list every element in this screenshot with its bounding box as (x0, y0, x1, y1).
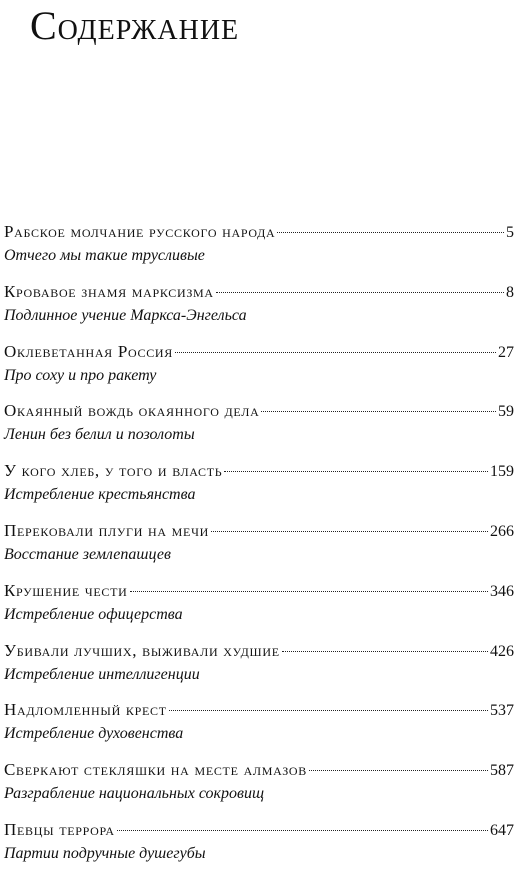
chapter-title: Рабское молчание русского народа (4, 222, 276, 241)
dot-leader (224, 471, 488, 472)
dot-leader (216, 292, 504, 293)
dot-leader (130, 591, 489, 592)
toc-entry (4, 581, 514, 641)
chapter-subtitle: Истребление офицерства (4, 605, 183, 623)
chapter-title: Кровавое знамя марксизма (4, 281, 214, 301)
toc-entry (4, 401, 514, 461)
page-number: 27 (498, 343, 514, 361)
chapter-subtitle: Истребление крестьянства (4, 486, 196, 504)
page-number: 266 (490, 522, 514, 540)
page-number: 8 (506, 283, 514, 301)
chapter-title: Крушение чести (4, 580, 128, 600)
toc-entry (4, 760, 514, 820)
chapter-subtitle: Про соху и про ракету (4, 366, 157, 384)
page-title: Содержание (30, 3, 240, 48)
page-number: 159 (490, 463, 514, 481)
page-number: 587 (490, 762, 514, 780)
chapter-title: Оклеветанная Россия (4, 341, 173, 361)
dot-leader (282, 651, 488, 652)
chapter-subtitle: Подлинное учение Маркса-Энгельса (4, 306, 247, 324)
toc-entry (4, 820, 514, 880)
chapter-title: Певцы террора (4, 819, 115, 839)
chapter-title: У кого хлеб, у того и власть (4, 461, 223, 481)
chapter-subtitle: Разграбление национальных сокровищ (4, 785, 265, 803)
dot-leader (211, 531, 488, 532)
page-number: 59 (498, 403, 514, 421)
page-number: 5 (506, 224, 514, 241)
page-number: 537 (490, 702, 514, 720)
chapter-subtitle: Отчего мы такие трусливые (4, 247, 205, 264)
dot-leader (175, 352, 496, 353)
toc-entry (4, 641, 514, 701)
chapter-title: Надломленный крест (4, 700, 167, 720)
chapter-subtitle: Восстание землепашцев (4, 545, 171, 563)
chapter-title: Убивали лучших, выживали худшие (4, 640, 280, 660)
page-number: 346 (490, 582, 514, 600)
chapter-title: Окаянный вождь окаянного дела (4, 401, 260, 421)
chapter-title: Перековали плуги на мечи (4, 520, 209, 540)
page-number: 426 (490, 642, 514, 660)
toc-entry (4, 282, 514, 342)
toc-entry (4, 521, 514, 581)
chapter-subtitle: Истребление духовенства (4, 725, 184, 743)
chapter-title: Сверкают стекляшки на месте алмазов (4, 760, 307, 780)
dot-leader (261, 411, 496, 412)
dot-leader (309, 770, 488, 771)
dot-leader (117, 830, 488, 831)
toc-entry (4, 700, 514, 760)
chapter-subtitle: Истребление интеллигенции (4, 665, 200, 683)
chapter-subtitle: Ленин без белил и позолоты (4, 426, 195, 444)
table-of-contents (4, 222, 514, 880)
page-number: 647 (490, 821, 514, 839)
chapter-subtitle: Партии подручные душегубы (4, 844, 206, 862)
dot-leader (277, 232, 504, 233)
toc-entry (4, 342, 514, 402)
toc-entry (4, 222, 514, 282)
toc-entry (4, 461, 514, 521)
dot-leader (169, 710, 488, 711)
